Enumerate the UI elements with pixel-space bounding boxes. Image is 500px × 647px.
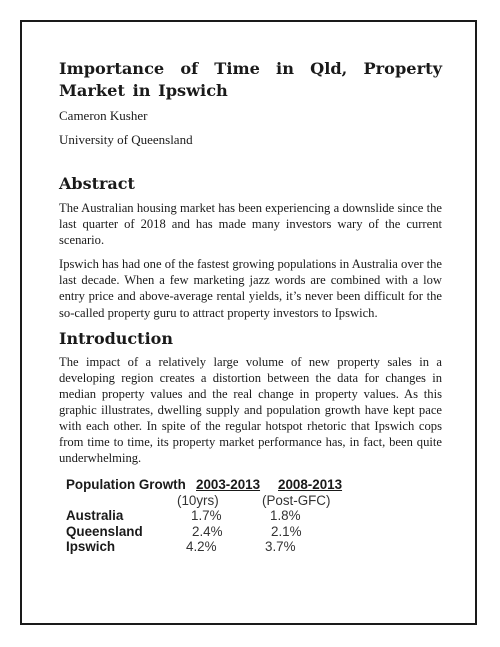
author-name: Cameron Kusher: [59, 108, 148, 123]
column-header: 2008-2013: [278, 477, 343, 492]
table-cell: 2.4%: [192, 523, 223, 539]
abstract-paragraph: Ipswich has had one of the fastest growing populations in Australia over the last decade. When a few marketing jazz words are combined with a low entry price and above-average rental yields, it’s never been difficult for the so-called property guru to attract property investors to Ipswich.: [59, 257, 442, 320]
column-subheader: (Post-GFC): [262, 492, 331, 508]
abstract-paragraph: The Australian housing market has been experiencing a downslide since the last quarter of 2018 and has made many investors wary of the current scenario.: [59, 201, 442, 248]
table-cell: 1.8%: [270, 508, 301, 523]
region-label: Ipswich: [66, 539, 116, 554]
introduction-paragraph: The impact of a relatively large volume of new property sales in a developing region creates a distortion between the data for changes in median property values and the real change in property values. As this graphic illustrates, dwelling supply and population growth have kept pace with each other. In spite of the regular hotspot rhetoric that Ipswich cops from time to time, its property market performance has, in fact, been quite underwhelming.: [59, 354, 442, 466]
author-affiliation: University of Queensland: [59, 132, 193, 147]
column-header: 2003-2013: [196, 477, 261, 492]
region-label: Australia: [66, 508, 124, 523]
introduction-heading: Introduction: [59, 328, 173, 348]
paper-body: [59, 58, 442, 474]
table-header-label: Population Growth: [66, 477, 186, 492]
column-subheader: (10yrs): [177, 492, 219, 508]
region-label: Queensland: [66, 523, 143, 539]
abstract-heading: Abstract: [59, 174, 135, 193]
table-cell: 3.7%: [265, 539, 296, 554]
paper-title: Importance of Time in Qld, Property Market in Ipswich: [59, 59, 442, 100]
table-cell: 1.7%: [191, 508, 222, 523]
table-cell: 2.1%: [271, 523, 302, 539]
table-cell: 4.2%: [186, 539, 217, 554]
